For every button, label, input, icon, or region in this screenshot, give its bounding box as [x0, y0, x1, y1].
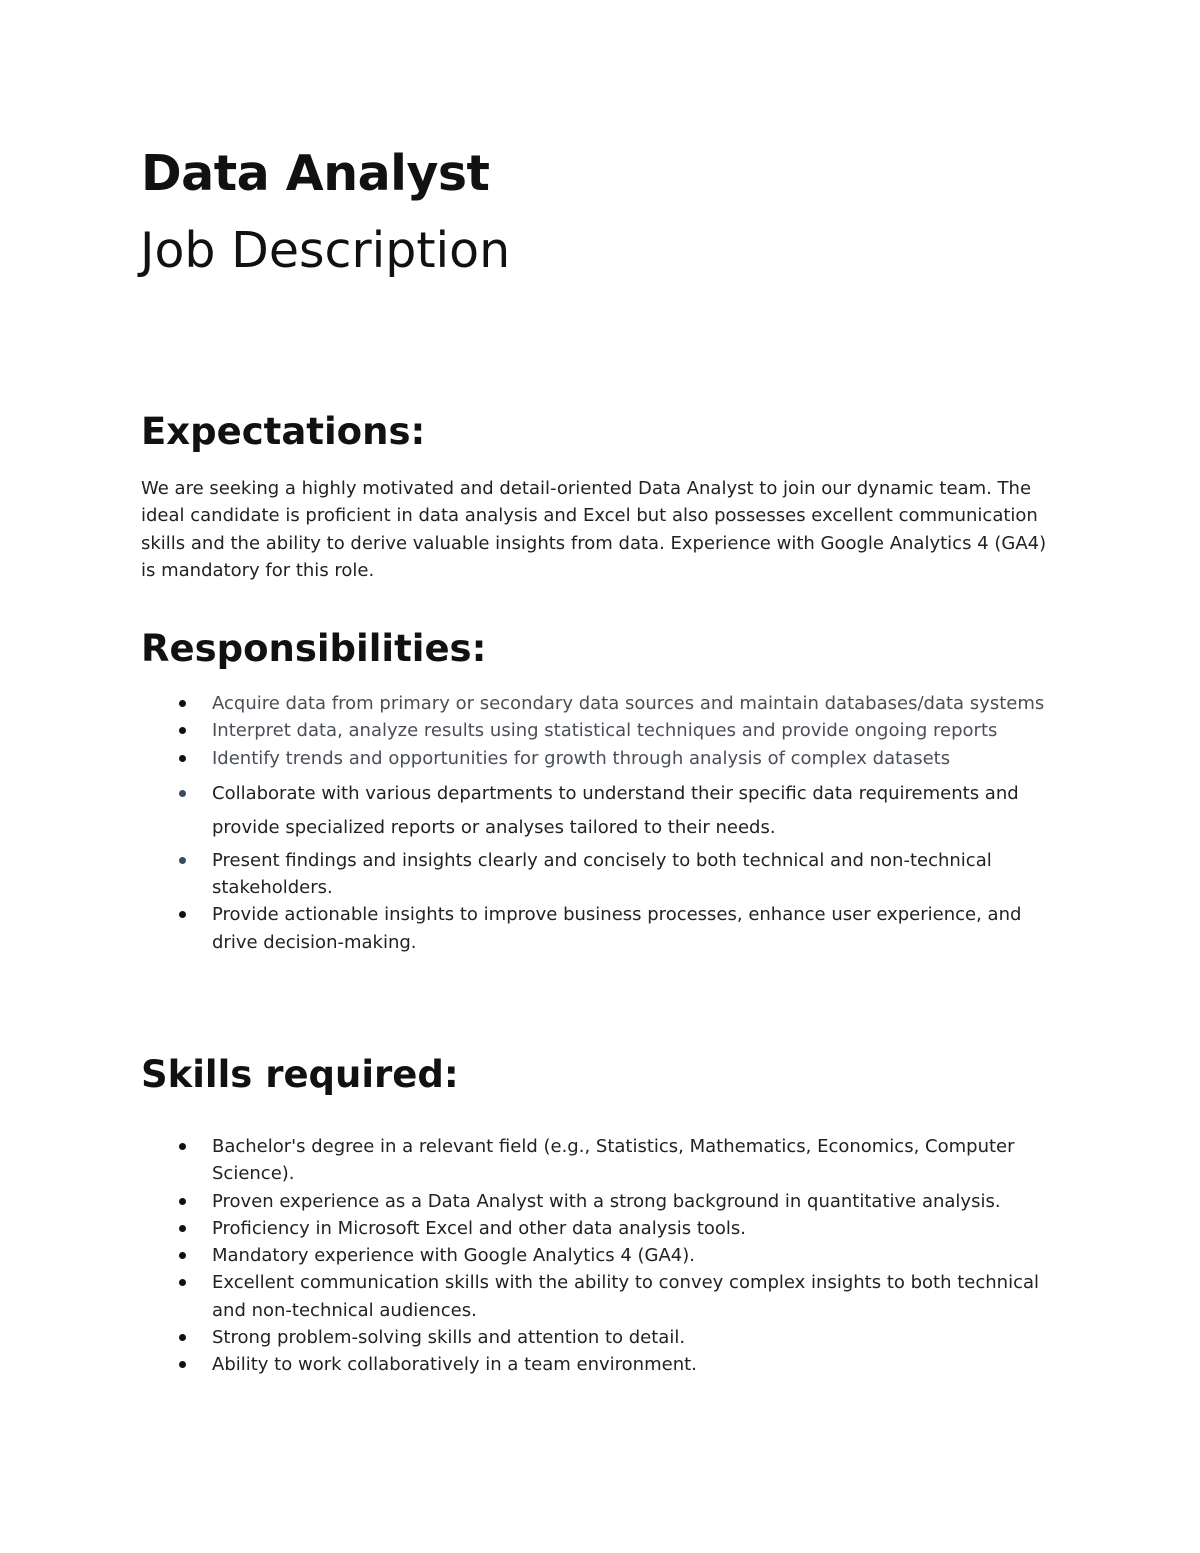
- skills-heading: Skills required:: [141, 1053, 459, 1096]
- bullet-icon: [179, 1361, 186, 1368]
- list-item: [141, 777, 1061, 845]
- bullet-icon: [179, 700, 186, 707]
- list-item: [141, 901, 1061, 956]
- expectations-heading: Expectations:: [141, 410, 426, 453]
- bullet-icon: [179, 790, 186, 797]
- bullet-icon: [179, 727, 186, 734]
- document-title: Data Analyst: [141, 145, 490, 202]
- list-item-text: Mandatory experience with Google Analytics 4 (GA4).: [212, 1245, 695, 1267]
- list-item: [141, 745, 1061, 772]
- list-item: [141, 1242, 1061, 1269]
- list-item: [141, 1215, 1061, 1242]
- bullet-icon: [179, 857, 186, 864]
- list-item-text: Identify trends and opportunities for growth through analysis of complex datasets: [212, 747, 951, 769]
- list-item-text: Provide actionable insights to improve business processes, enhance user experience, and drive decision-making.: [212, 904, 1022, 953]
- list-item: [141, 717, 1061, 744]
- responsibilities-list: [141, 690, 1061, 956]
- bullet-icon: [179, 1143, 186, 1150]
- list-item-text: Ability to work collaboratively in a team environment.: [212, 1354, 697, 1376]
- list-item-text: Proven experience as a Data Analyst with a strong background in quantitative analysis.: [212, 1190, 1001, 1212]
- list-item: [141, 1269, 1061, 1324]
- list-item: [141, 1351, 1061, 1378]
- bullet-icon: [179, 1279, 186, 1286]
- list-item-text: Collaborate with various departments to understand their specific data requirements and provide specialized reports or analyses tailored to their needs.: [212, 782, 1019, 838]
- list-item-text: Proficiency in Microsoft Excel and other data analysis tools.: [212, 1217, 747, 1239]
- list-item-text: Excellent communication skills with the ability to convey complex insights to both technical and non-technical audiences.: [212, 1272, 1040, 1321]
- bullet-icon: [179, 911, 186, 918]
- list-item: [141, 1133, 1061, 1188]
- responsibilities-heading: Responsibilities:: [141, 627, 487, 670]
- list-item-text: Acquire data from primary or secondary data sources and maintain databases/data systems: [212, 693, 1045, 714]
- list-item: [141, 1324, 1061, 1351]
- expectations-paragraph: We are seeking a highly motivated and detail-oriented Data Analyst to join our dynamic team. The ideal candidate is proficient in data analysis and Excel but also possesses excellent communication skills and the ability to derive valuable insights from data. Experience with Google Analytics 4 (GA4) is mandatory for this role.: [141, 478, 1047, 581]
- bullet-icon: [179, 755, 186, 762]
- bullet-icon: [179, 1252, 186, 1259]
- skills-list: [141, 1133, 1061, 1379]
- bullet-icon: [179, 1334, 186, 1341]
- list-item-text: Strong problem-solving skills and attention to detail.: [212, 1327, 686, 1349]
- list-item: [141, 847, 1061, 902]
- bullet-icon: [179, 1198, 186, 1205]
- list-item-text: Interpret data, analyze results using statistical techniques and provide ongoing reports: [212, 720, 998, 742]
- list-item-text: Bachelor's degree in a relevant field (e.g., Statistics, Mathematics, Economics, Computer Science).: [212, 1136, 1015, 1185]
- list-item: [141, 690, 1061, 717]
- document-subtitle: Job Description: [140, 222, 511, 279]
- list-item: [141, 1188, 1061, 1215]
- list-item-text: Present findings and insights clearly and concisely to both technical and non-technical stakeholders.: [212, 849, 992, 899]
- bullet-icon: [179, 1225, 186, 1232]
